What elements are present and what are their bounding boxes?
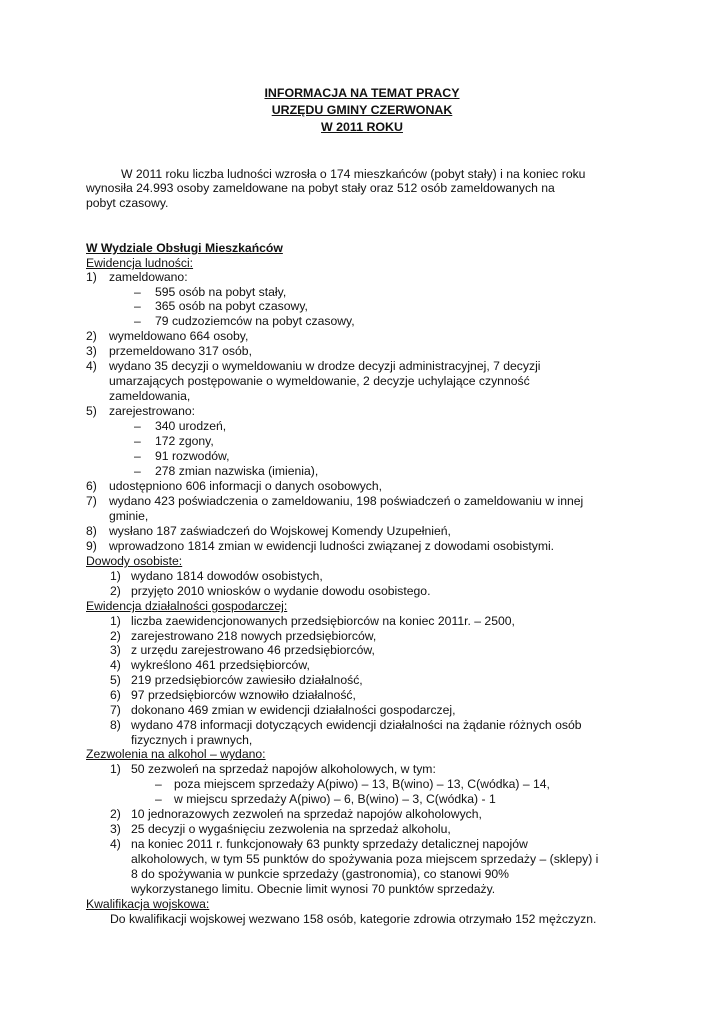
dash-bullet: – (134, 449, 141, 463)
list-item-continued: umarzających postępowanie o wymeldowanie, 2 decyzje uchylające czynność (109, 374, 530, 388)
list-item: liczba zaewidencjonowanych przedsiębiorców na koniec 2011r. – 2500, (131, 614, 515, 628)
list-item: wydano 423 poświadczenia o zameldowaniu, 198 poświadczeń o zameldowaniu w innej (109, 494, 584, 508)
sub-item: 340 urodzeń, (155, 419, 227, 433)
kwalifikacja-text: Do kwalifikacji wojskowej wezwano 158 osób, kategorie zdrowia otrzymało 152 mężczyzn. (110, 912, 597, 926)
list-item: wymeldowano 664 osoby, (109, 329, 249, 343)
list-item: udostępniono 606 informacji o danych osobowych, (109, 479, 383, 493)
list-item: przyjęto 2010 wniosków o wydanie dowodu osobistego. (131, 584, 431, 598)
list-item: wykreślono 461 przedsiębiorców, (131, 658, 310, 672)
intro-line-3: pobyt czasowy. (86, 196, 169, 210)
sub-item: poza miejscem sprzedaży A(piwo) – 13, B(wino) – 13, C(wódka) – 14, (174, 777, 550, 791)
intro-line-2: wynosiła 24.993 osoby zameldowane na pobyt stały oraz 512 osób zameldowanych na (86, 181, 555, 195)
dash-bullet: – (134, 464, 141, 478)
dash-bullet: – (155, 777, 162, 791)
list-item: wydano 35 decyzji o wymeldowaniu w drodze decyzji administracyjnej, 7 decyzji (109, 359, 541, 373)
title-line-3: W 2011 ROKU (321, 120, 403, 134)
list-number: 9) (86, 539, 97, 553)
list-item: wysłano 187 zaświadczeń do Wojskowej Komendy Uzupełnień, (109, 524, 451, 538)
list-item: dokonano 469 zmian w ewidencji działalności gospodarczej, (131, 703, 456, 717)
list-number: 5) (86, 404, 97, 418)
section-heading: W Wydziale Obsługi Mieszkańców (86, 241, 283, 255)
list-number: 2) (110, 629, 121, 643)
list-item-continued: zameldowania, (109, 389, 191, 403)
list-number: 3) (110, 643, 121, 657)
list-item: wydano 478 informacji dotyczących ewidencji działalności na żądanie różnych osób (131, 718, 582, 732)
title-line-1: INFORMACJA NA TEMAT PRACY (264, 86, 460, 100)
dowody-heading: Dowody osobiste: (86, 554, 183, 568)
list-item: 10 jednorazowych zezwoleń na sprzedaż napojów alkoholowych, (131, 807, 482, 821)
list-number: 6) (110, 688, 121, 702)
list-number: 1) (110, 614, 121, 628)
list-item: przemeldowano 317 osób, (109, 344, 252, 358)
list-number: 2) (110, 807, 121, 821)
dash-bullet: – (134, 434, 141, 448)
intro-line-1: W 2011 roku liczba ludności wzrosła o 174 mieszkańców (pobyt stały) i na koniec roku (121, 167, 586, 181)
list-item: z urzędu zarejestrowano 46 przedsiębiorców, (131, 643, 375, 657)
list-item-continued: gminie, (109, 509, 149, 523)
sub-item: w miejscu sprzedaży A(piwo) – 6, B(wino) – 3, C(wódka) - 1 (174, 792, 496, 806)
list-item: 219 przedsiębiorców zawiesiło działalność, (131, 673, 363, 687)
list-item-continued: wykorzystanego limitu. Obecnie limit wynosi 70 punktów sprzedaży. (131, 882, 496, 896)
list-item: na koniec 2011 r. funkcjonowały 63 punkty sprzedaży detalicznej napojów (131, 837, 528, 851)
list-number: 6) (86, 479, 97, 493)
list-number: 4) (86, 359, 97, 373)
list-number: 7) (110, 703, 121, 717)
dash-bullet: – (134, 419, 141, 433)
sub-item: 365 osób na pobyt czasowy, (155, 299, 308, 313)
list-number: 7) (86, 494, 97, 508)
list-number: 8) (86, 524, 97, 538)
list-item: zarejestrowano: (109, 404, 196, 418)
list-item: wydano 1814 dowodów osobistych, (131, 569, 323, 583)
list-item: zameldowano: (109, 270, 188, 284)
dash-bullet: – (155, 792, 162, 806)
list-item-continued: fizycznych i prawnych, (131, 733, 253, 747)
list-number: 3) (86, 344, 97, 358)
list-number: 4) (110, 658, 121, 672)
dash-bullet: – (134, 314, 141, 328)
list-number: 2) (86, 329, 97, 343)
list-item: wprowadzono 1814 zmian w ewidencji ludności związanej z dowodami osobistymi. (109, 539, 555, 553)
ewidencja-heading: Ewidencja ludności: (86, 256, 194, 270)
sub-item: 91 rozwodów, (155, 449, 230, 463)
dzialalnosc-heading: Ewidencja działalności gospodarczej: (86, 599, 288, 613)
list-item-continued: 8 do spożywania w punkcie sprzedaży (gastronomia), co stanowi 90% (131, 867, 510, 881)
title-line-2: URZĘDU GMINY CZERWONAK (271, 103, 453, 117)
sub-item: 278 zmian nazwiska (imienia), (155, 464, 319, 478)
list-number: 3) (110, 822, 121, 836)
dash-bullet: – (134, 299, 141, 313)
list-item: 50 zezwoleń na sprzedaż napojów alkoholowych, w tym: (131, 762, 436, 776)
list-number: 2) (110, 584, 121, 598)
sub-item: 595 osób na pobyt stały, (155, 285, 287, 299)
dash-bullet: – (134, 285, 141, 299)
kwalifikacja-heading: Kwalifikacja wojskowa: (86, 897, 210, 911)
list-item: 25 decyzji o wygaśnięciu zezwolenia na sprzedaż alkoholu, (131, 822, 451, 836)
list-item-continued: alkoholowych, w tym 55 punktów do spożywania poza miejscem sprzedaży – (sklepy) i (131, 852, 599, 866)
list-number: 4) (110, 837, 121, 851)
alkohol-heading: Zezwolenia na alkohol – wydano: (86, 747, 266, 761)
list-item: zarejestrowano 218 nowych przedsiębiorców, (131, 629, 377, 643)
list-number: 5) (110, 673, 121, 687)
sub-item: 172 zgony, (155, 434, 214, 448)
list-number: 1) (110, 569, 121, 583)
list-number: 1) (110, 762, 121, 776)
list-number: 8) (110, 718, 121, 732)
sub-item: 79 cudzoziemców na pobyt czasowy, (155, 314, 355, 328)
list-number: 1) (86, 270, 97, 284)
list-item: 97 przedsiębiorców wznowiło działalność, (131, 688, 356, 702)
